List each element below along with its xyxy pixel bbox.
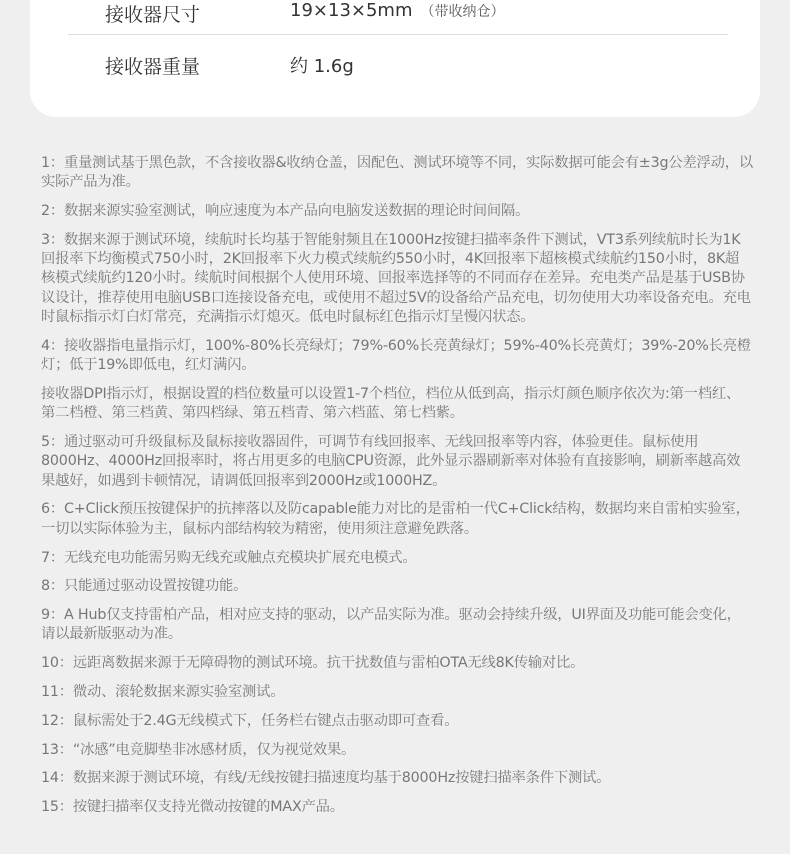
spec-value-text: 19×13×5mm xyxy=(290,0,413,21)
footnote-item: 2：数据来源实验室测试，响应速度为本产品向电脑发送数据的理论时间间隔。 xyxy=(41,203,530,220)
spec-label: 接收器尺寸 xyxy=(105,4,201,26)
footnote-item: 13：“冰感”电竞脚垫非冰感材质，仅为视觉效果。 xyxy=(41,741,356,758)
footnote-item: 6：C+Click预压按键保护的抗摔落以及防capable能力对比的是雷柏一代C+Click结构，数据均来自雷柏实验室，一切以实际体验为主，鼠标内部结构较为精密，使用须注意避免跌落。 xyxy=(41,501,750,537)
footnotes-list xyxy=(41,154,753,827)
footnote-item: 7：无线充电功能需另购无线充或触点充模块扩展充电模式。 xyxy=(41,549,417,566)
spec-divider xyxy=(68,34,728,35)
spec-value xyxy=(290,0,505,21)
spec-label: 接收器重量 xyxy=(105,56,201,78)
footnote-item: 5：通过驱动可升级鼠标及鼠标接收器固件，可调节有线回报率、无线回报率等内容，体验更佳。鼠标使用8000Hz、4000Hz回报率时，将占用更多的电脑CPU资源，此外显示器刷新率对体验有直接影响，刷新率越高效果越好，如遇到卡顿情况，请调低回报率到2000Hz或1000HZ。 xyxy=(41,434,741,489)
footnote-item: 12：鼠标需处于2.4G无线模式下，任务栏右键点击驱动即可查看。 xyxy=(41,712,459,729)
spec-value-text: 约 1.6g xyxy=(290,56,354,77)
spec-row-receiver-size xyxy=(68,0,728,50)
footnote-item: 3：数据来源于测试环境，续航时长均基于智能射频且在1000Hz按键扫描率条件下测试，VT3系列续航时长为1K回报率下均衡模式750小时，2K回报率下火力模式续航约550小时，4K回报率下超核模式续航约150小时，8K超核模式续航约120小时。续航时间根据个人使用环境、回报率选择等的不同而存在差异。充电类产品是基于USB协议设计，推荐使用电脑USB口连接设备充电，或使用不超过5V的设备给产品充电，切勿使用大功率设备充电。充电时鼠标指示灯白灯常亮，充满指示灯熄灭。低电时鼠标红色指示灯呈慢闪状态。 xyxy=(41,231,751,326)
spec-card xyxy=(30,0,760,117)
footnote-item: 1：重量测试基于黑色款，不含接收器&收纳仓盖，因配色、测试环境等不同，实际数据可能会有±3g公差浮动，以实际产品为准。 xyxy=(41,155,753,191)
footnote-item: 8：只能通过驱动设置按键功能。 xyxy=(41,578,248,595)
spec-row-receiver-weight xyxy=(68,52,728,102)
footnote-item: 15：按键扫描率仅支持光微动按键的MAX产品。 xyxy=(41,799,344,816)
footnote-item: 14：数据来源于测试环境，有线/无线按键扫描速度均基于8000Hz按键扫描率条件下测试。 xyxy=(41,770,611,787)
footnote-item: 4：接收器指电量指示灯，100%-80%长亮绿灯；79%-60%长亮黄绿灯；59%-40%长亮黄灯；39%-20%长亮橙灯；低于19%即低电，红灯满闪。 xyxy=(41,337,751,374)
spec-value-note: （带收纳仓） xyxy=(420,4,505,20)
footnote-item: 接收器DPI指示灯，根据设置的档位数量可以设置1-7个档位，档位从低到高，指示灯颜色顺序依次为:第一档红、第二档橙、第三档黄、第四档绿、第五档青、第六档蓝、第七档紫。 xyxy=(41,385,741,422)
footnote-item: 11：微动、滚轮数据来源实验室测试。 xyxy=(41,684,285,701)
spec-value xyxy=(290,52,354,78)
footnote-item: 9：A Hub仅支持雷柏产品，相对应支持的驱动，以产品实际为准。驱动会持续升级，UI界面及功能可能会变化，请以最新版驱动为准。 xyxy=(41,607,741,643)
footnote-item: 10：远距离数据来源于无障碍物的测试环境。抗干扰数值与雷柏OTA无线8K传输对比。 xyxy=(41,655,585,672)
